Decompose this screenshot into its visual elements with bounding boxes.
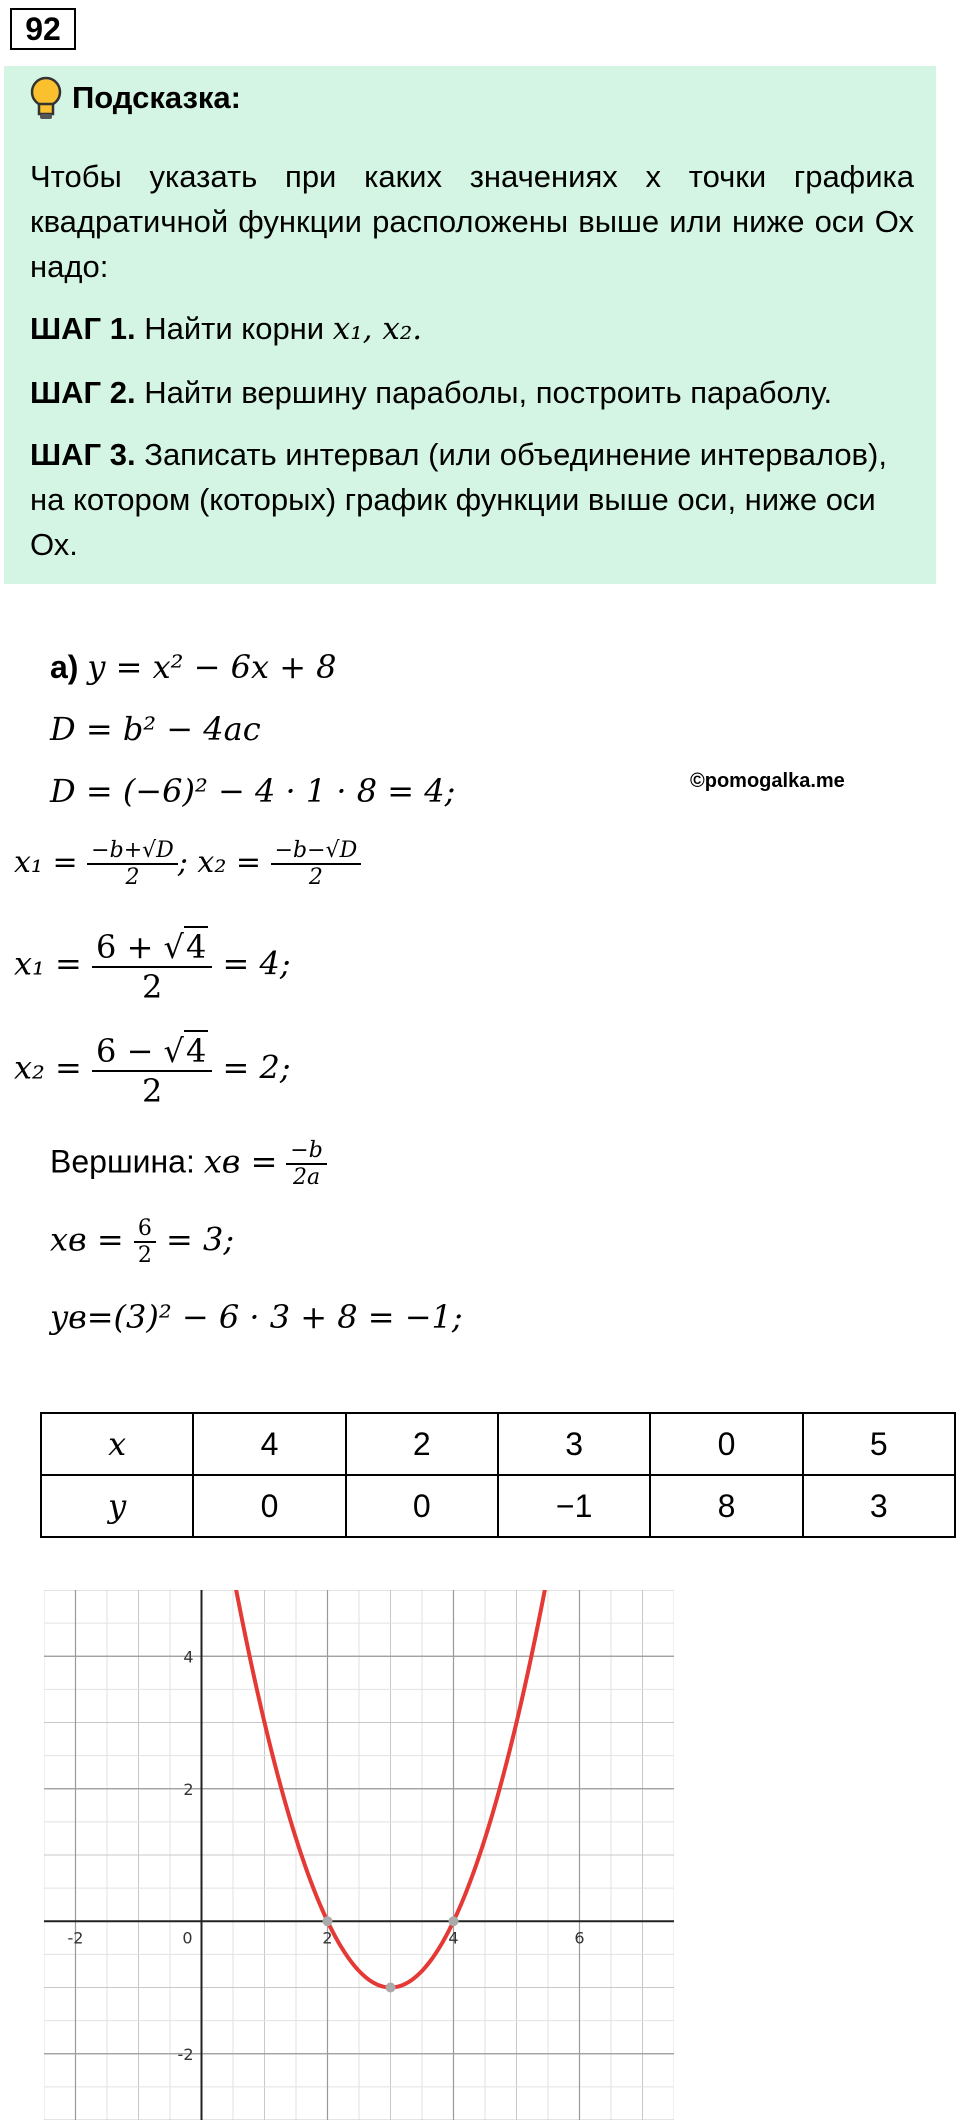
- roots-x2-fraction: [271, 838, 362, 890]
- x-tick-label: 2: [322, 1928, 333, 1948]
- xv-fraction: [134, 1216, 156, 1268]
- step-1-label: ШАГ 1.: [30, 311, 136, 346]
- y-tick-label: 4: [183, 1647, 194, 1667]
- discriminant-formula: D = b² − 4ac: [50, 710, 261, 748]
- x2-numerator: 6 − √4: [92, 1030, 212, 1072]
- table-cell: x: [41, 1413, 193, 1475]
- discriminant-calc: D = (−6)² − 4 · 1 · 8 = 4;: [50, 772, 456, 810]
- vertex-denominator: 2a: [292, 1165, 321, 1190]
- x2-fraction: [92, 1030, 212, 1110]
- hint-title: Подсказка:: [72, 80, 241, 115]
- vertex-label: Вершина:: [50, 1143, 195, 1180]
- roots-x2-denominator: 2: [308, 865, 323, 890]
- hint-intro: Чтобы указать при каких значениях x точки графика квадратичной функции расположены выше или ниже оси Ох надо:: [30, 159, 914, 284]
- yv-calc: yв=(3)² − 6 · 3 + 8 = −1;: [50, 1298, 463, 1336]
- hint-box: [4, 66, 936, 584]
- x1-denominator: 2: [141, 968, 163, 1006]
- table-cell: 3: [498, 1413, 650, 1475]
- roots-x2-lhs: ; x₂ =: [177, 845, 262, 880]
- hint-step-1: [30, 306, 914, 352]
- x-tick-label: 4: [448, 1928, 459, 1948]
- xv-lhs: xв =: [50, 1220, 124, 1259]
- step-2-text: Найти вершину параболы, построить параболу.: [144, 375, 833, 410]
- x2-denominator: 2: [141, 1072, 163, 1110]
- function-line: [50, 648, 337, 686]
- roots-denominator: 2: [125, 865, 140, 890]
- table-cell: 0: [650, 1413, 802, 1475]
- x-tick-label: 0: [182, 1928, 193, 1948]
- x1-fraction: [92, 926, 212, 1006]
- y-tick-label: -2: [177, 2044, 194, 2064]
- xv-calc: [50, 1216, 234, 1268]
- x-tick-label: 6: [574, 1928, 585, 1948]
- table-cell: y: [41, 1475, 193, 1537]
- step-2-label: ШАГ 2.: [30, 375, 136, 410]
- roots-formula: [14, 838, 361, 890]
- x2-lhs: x₂ =: [14, 1048, 82, 1087]
- table-cell: 4: [193, 1413, 345, 1475]
- table-cell: −1: [498, 1475, 650, 1537]
- xv-denominator: 2: [137, 1243, 152, 1268]
- x2-rhs: = 2;: [222, 1048, 291, 1087]
- roots-x1-lhs: x₁ =: [14, 845, 78, 880]
- x1-rhs: = 4;: [222, 944, 291, 983]
- x-tick-label: -2: [67, 1928, 84, 1948]
- xv-numerator: 6: [134, 1216, 156, 1243]
- x2-calc: [14, 1030, 291, 1110]
- graph-point: [449, 1916, 459, 1926]
- table-cell: 2: [346, 1413, 498, 1475]
- vertex-lhs: xв =: [203, 1142, 278, 1181]
- x1-numerator: 6 + √4: [92, 926, 212, 968]
- graph-point: [386, 1983, 396, 1993]
- x1-num-part: 6 +: [96, 928, 164, 966]
- part-label: а): [50, 649, 79, 685]
- hint-step-2: [30, 370, 914, 415]
- vertex-numerator: −b: [286, 1138, 327, 1165]
- table-row-x: [41, 1413, 955, 1475]
- x2-num-part: 6 −: [96, 1032, 164, 1070]
- y-tick-label: 2: [183, 1779, 194, 1799]
- roots-x2-numerator: −b−√D: [271, 838, 362, 865]
- vertex-formula: [50, 1138, 327, 1190]
- parabola-graph: [44, 1590, 674, 2120]
- x2-sqrt: 4: [185, 1032, 207, 1070]
- hint-step-3: [30, 432, 914, 567]
- x1-lhs: x₁ =: [14, 944, 82, 983]
- function-expression: y = x² − 6x + 8: [87, 648, 337, 686]
- step-3-text: Записать интервал (или объединение интервалов), на котором (которых) график функции выше оси, ниже оси Ох.: [30, 437, 887, 562]
- xv-rhs: = 3;: [166, 1220, 235, 1259]
- values-table: [40, 1412, 956, 1538]
- table-cell: 0: [193, 1475, 345, 1537]
- roots-x1-fraction: [87, 838, 178, 890]
- table-cell: 5: [803, 1413, 955, 1475]
- graph-point: [323, 1916, 333, 1926]
- lightbulb-icon: [26, 74, 66, 124]
- task-number: 92: [10, 8, 76, 50]
- table-cell: 3: [803, 1475, 955, 1537]
- x1-sqrt: 4: [185, 928, 207, 966]
- table-cell: 8: [650, 1475, 802, 1537]
- step-1-text: Найти корни: [144, 311, 325, 346]
- table-cell: 0: [346, 1475, 498, 1537]
- vertex-fraction: [286, 1138, 327, 1190]
- table-row-y: [41, 1475, 955, 1537]
- step-3-label: ШАГ 3.: [30, 437, 136, 472]
- roots-x1-numerator: −b+√D: [87, 838, 178, 865]
- x1-calc: [14, 926, 291, 1006]
- step-1-math: x₁, x₂.: [332, 311, 423, 347]
- watermark: ©pomogalka.me: [690, 770, 845, 792]
